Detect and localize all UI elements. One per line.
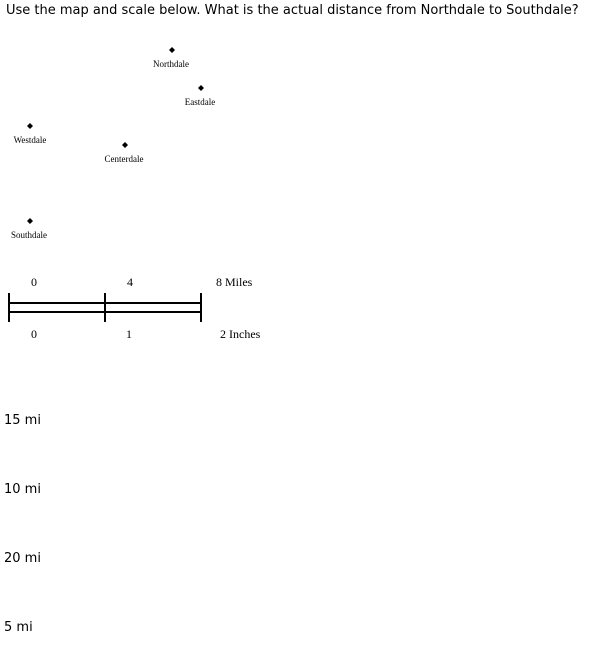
answer-choice-1[interactable]: 15 mi [4, 413, 41, 428]
scale-miles-label-8: 8 Miles [216, 275, 253, 289]
town-label-westdale: Westdale [13, 135, 47, 145]
town-label-northdale: Northdale [153, 59, 189, 69]
scale-miles-label-4: 4 [127, 275, 133, 289]
scale-inches-label-1: 1 [126, 327, 132, 341]
scale-inches-label-0: 0 [31, 327, 37, 341]
town-label-eastdale: Eastdale [184, 97, 216, 107]
town-label-centerdale: Centerdale [104, 154, 144, 164]
question-text: Use the map and scale below. What is the actual distance from Northdale to Southdale? [6, 3, 579, 18]
answer-choice-2[interactable]: 10 mi [4, 482, 41, 497]
scale-inches-label-2: 2 Inches [220, 327, 261, 341]
answer-choice-4[interactable]: 5 mi [4, 620, 33, 635]
town-label-southdale: Southdale [11, 230, 47, 240]
scale-miles-label-0: 0 [31, 275, 37, 289]
answer-choice-3[interactable]: 20 mi [4, 551, 41, 566]
